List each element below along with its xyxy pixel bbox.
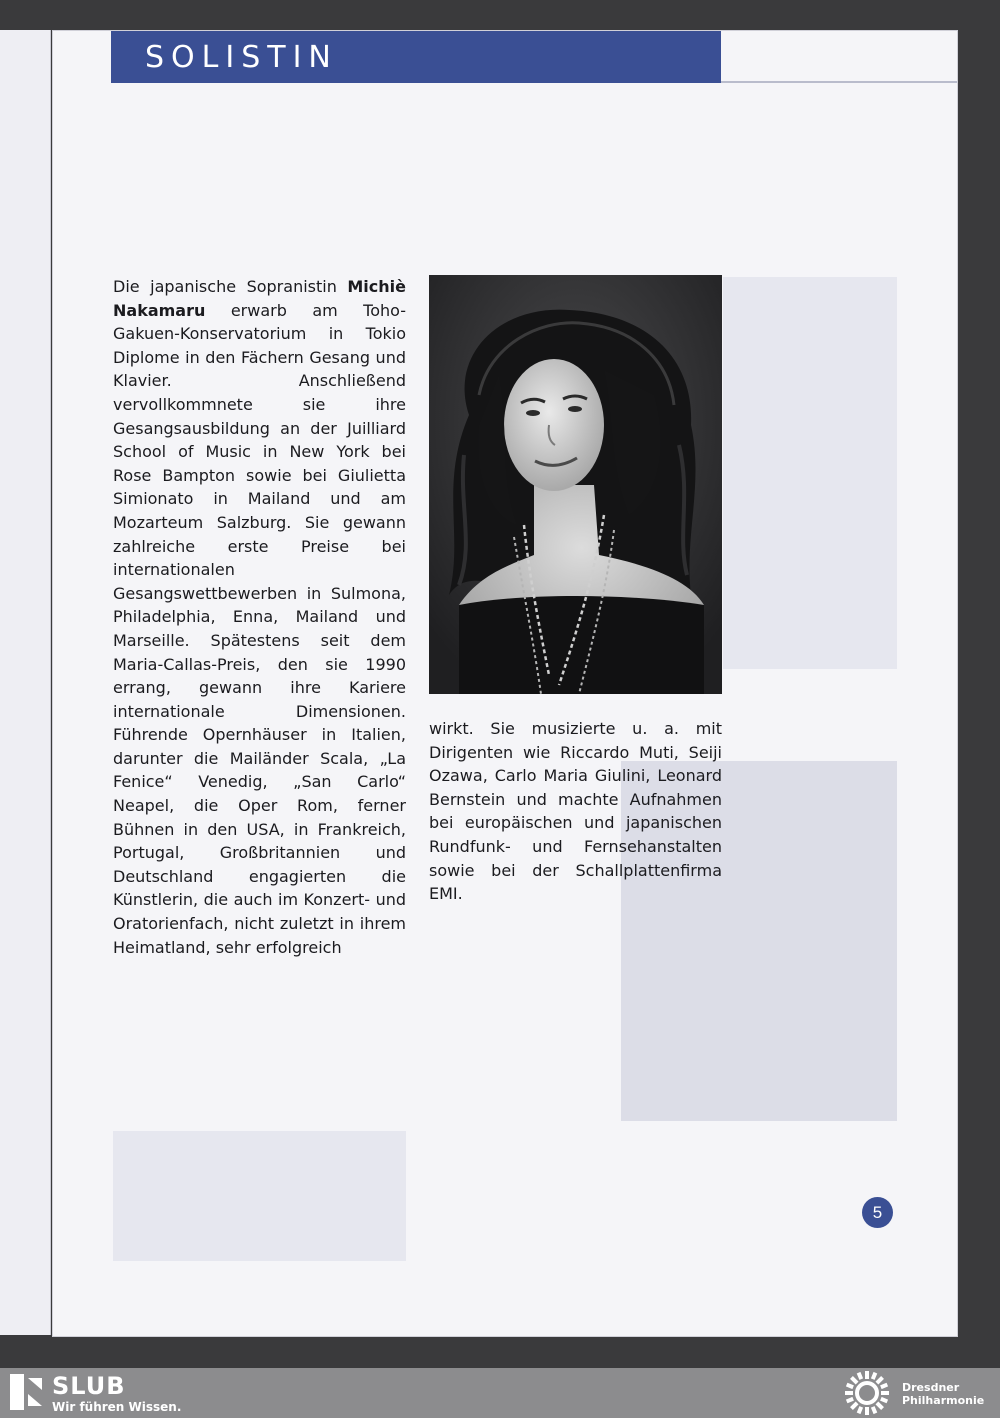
article-column-2 [429, 717, 722, 906]
slub-logo-icon[interactable] [10, 1374, 42, 1410]
orchestra-name[interactable] [902, 1381, 984, 1407]
show-through-photo [723, 277, 897, 669]
section-title: SOLISTIN [145, 40, 338, 75]
dresdner-philharmonie-logo-icon[interactable] [840, 1370, 894, 1416]
orchestra-name-line2: Philharmonie [902, 1394, 985, 1407]
header-rule [721, 81, 957, 83]
facing-page-edge [0, 30, 51, 1335]
article-text-1: erwarb am Toho-Gakuen-Konservatorium in Tokio Diplome in den Fächern Gesang und Klavier. Anschließend vervollkommnete sie ihre Gesangsausbildung an der Juilliard School of Music in New York bei Rose Bampton sowie bei Giulietta Simionato in Mailand und am Mozarteum Salzburg. Sie gewann zahlreiche erste Preise bei internationalen Gesangswettbewerben in Sulmona, Philadelphia, Enna, Mailand und Marseille. Spätestens seit dem Maria-Callas-Preis, den sie 1990 errang, gewann ihre Kariere internationale Dimensionen. Führende Opernhäuser in Italien, darunter die Mailänder Scala, „La Fenice“ Venedig, „San Carlo“ Neapel, die Oper Rom, ferner Bühnen in den USA, in Frankreich, Portugal, Großbritannien und Deutschland engagierten die Künstlerin, die auch im Konzert- und Oratorienfach, nicht zuletzt in ihrem Heimatland, sehr erfolgreich [113, 300, 406, 957]
orchestra-name-line1: Dresdner [902, 1381, 960, 1394]
library-tagline: Wir führen Wissen. [52, 1400, 182, 1414]
soloist-name: Michiè Nakamaru [113, 277, 406, 320]
portrait-image [429, 275, 722, 694]
show-through-block [113, 1131, 406, 1261]
article-intro: Die japanische Sopranistin [113, 277, 348, 296]
article-column-1 [113, 275, 406, 959]
section-header [111, 31, 721, 83]
library-name[interactable]: SLUB [52, 1372, 126, 1400]
soloist-portrait-photo [429, 275, 722, 694]
footer-bar [0, 1368, 1000, 1418]
page-number-badge [862, 1197, 893, 1228]
page-number: 5 [872, 1203, 883, 1222]
page [52, 30, 958, 1337]
article-text-2: wirkt. Sie musizierte u. a. mit Dirigenten wie Riccardo Muti, Seiji Ozawa, Carlo Maria Giulini, Leonard Bernstein und machte Aufnahmen bei europäischen und japanischen Rundfunk- und Fernsehanstalten sowie bei der Schallplattenfirma EMI. [429, 719, 722, 904]
